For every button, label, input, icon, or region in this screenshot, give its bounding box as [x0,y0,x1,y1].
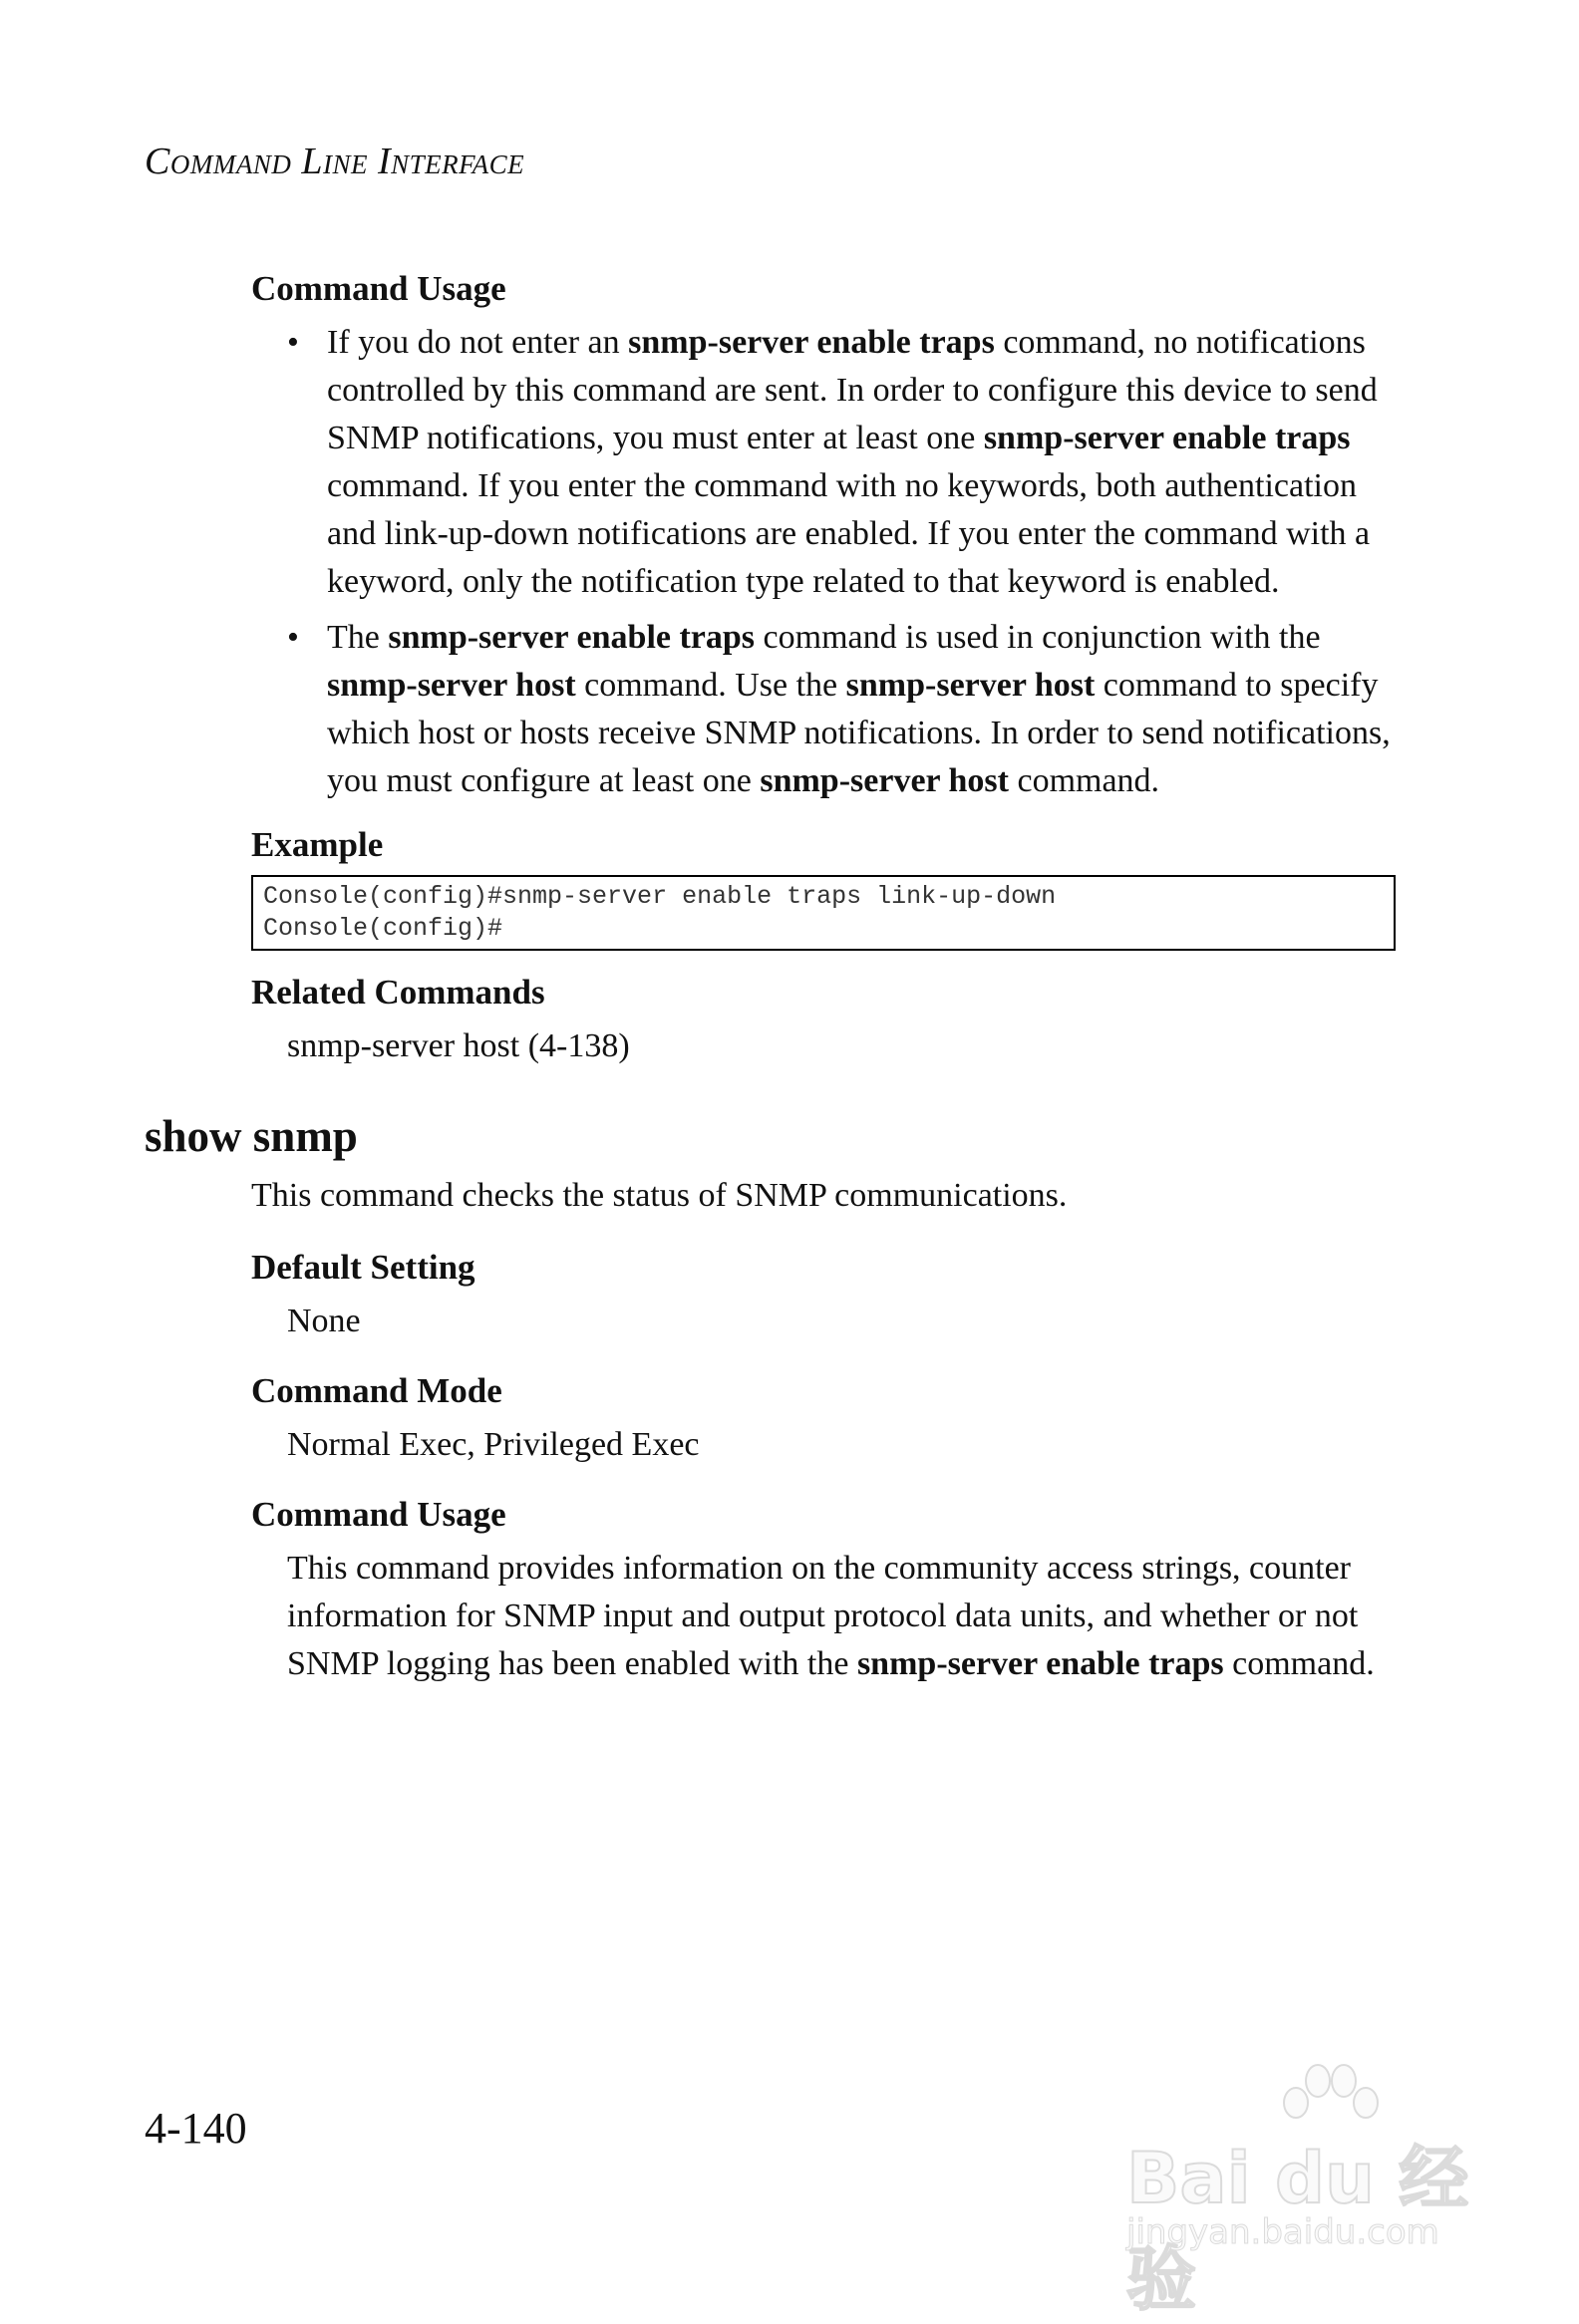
command-usage-list [251,319,1398,805]
default-setting-heading: Default Setting [251,1248,475,1287]
command-keyword: snmp-server host [327,667,576,704]
command-usage-text [251,1545,1398,1688]
text: command. [1008,762,1160,799]
command-keyword: snmp-server enable traps [983,420,1351,456]
usage-bullet-1 [287,319,1398,606]
code-example [251,875,1396,951]
command-usage-heading: Command Usage [251,269,506,308]
running-head: Command Line Interface [145,141,525,182]
command-usage-heading-2: Command Usage [251,1495,506,1534]
text: command. [1223,1645,1375,1682]
command-keyword: snmp-server enable traps [628,324,995,361]
command-keyword: snmp-server host [760,762,1009,799]
command-keyword: snmp-server enable traps [388,619,756,656]
text: command. If you enter the command with no keywords, both authentication and link-up-down notifications are enabled. If you enter the command with a keyword, only the notification type related to that keyword is enabled. [327,467,1371,600]
baidu-watermark [1116,2053,1485,2320]
example-heading: Example [251,825,384,864]
text: command, no notifications controlled by this command are sent. In order to configure this device to send SNMP notifications, you must enter at least one [327,324,1378,456]
code-line: Console(config)#snmp-server enable traps link-up-down [263,882,1057,911]
text: command is used in conjunction with the [755,619,1321,656]
watermark-url: jingyan.baidu.com [1126,2212,1439,2252]
command-mode-value: Normal Exec, Privileged Exec [287,1426,700,1463]
page-number: 4-140 [145,2104,247,2153]
related-commands-heading: Related Commands [251,973,545,1012]
command-keyword: snmp-server enable traps [856,1645,1224,1682]
command-mode-heading: Command Mode [251,1371,502,1410]
text: command to specify which host or hosts receive SNMP notifications. In order to send notifications, you must configure at least one [327,667,1391,799]
usage-bullet-2 [287,614,1398,805]
section-title: show snmp [145,1111,358,1161]
text: If you do not enter an [327,324,629,361]
default-setting-value: None [287,1303,361,1339]
watermark-brand: Bai du 经验 [1126,2138,1469,2320]
text: The [327,619,389,656]
text: This command provides information on the community access strings, counter information for SNMP input and output protocol data units, and whether or not SNMP logging has been enabled with the [287,1550,1359,1682]
code-line: Console(config)# [263,914,503,943]
related-command-link[interactable]: snmp-server host (4-138) [287,1027,630,1064]
section-description: This command checks the status of SNMP communications. [251,1177,1068,1214]
command-keyword: snmp-server host [845,667,1096,704]
text: command. Use the [575,667,846,704]
page-content [145,269,1398,1714]
